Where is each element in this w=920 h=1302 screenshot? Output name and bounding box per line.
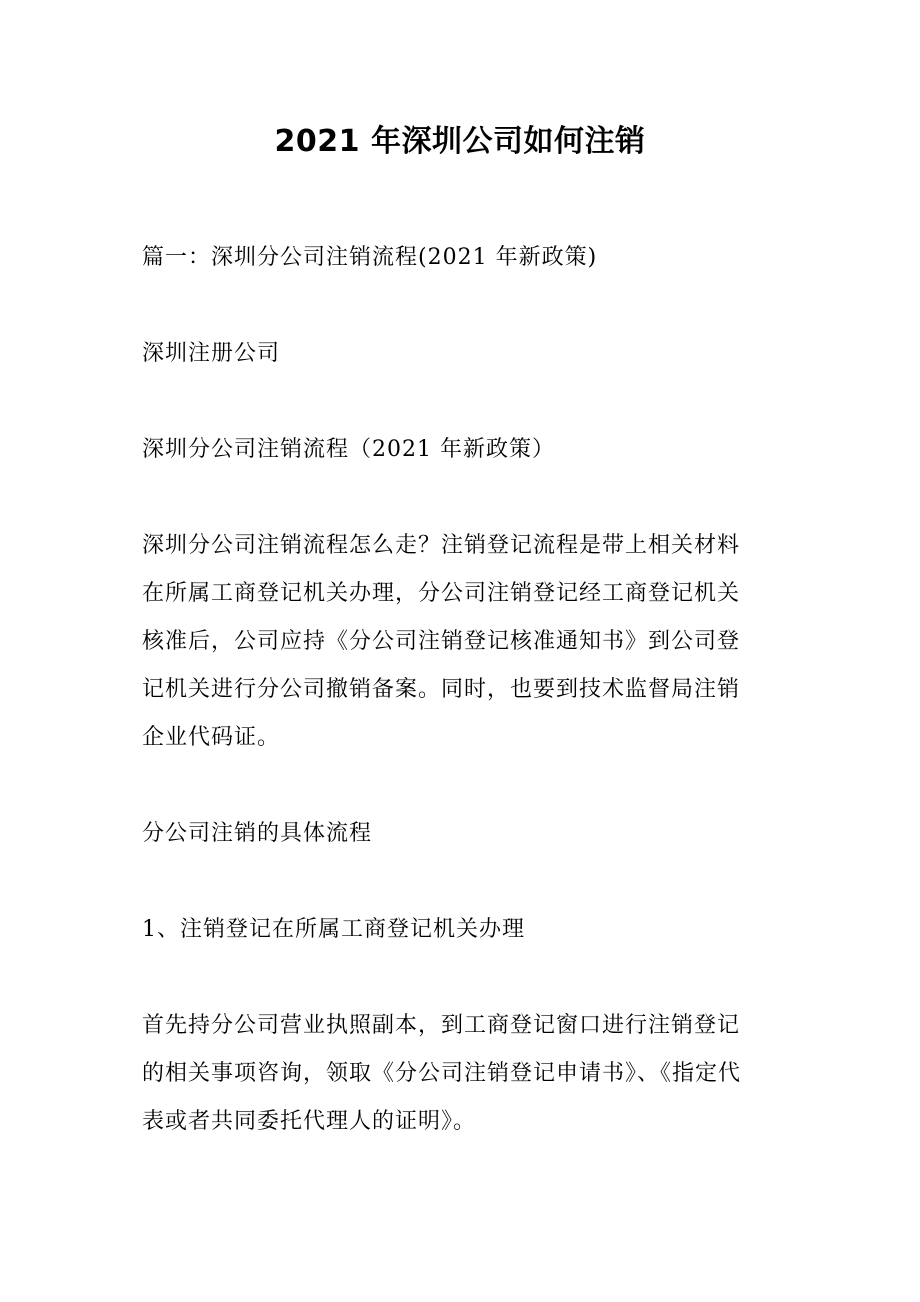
paragraph-heading: 深圳分公司注销流程（2021 年新政策）	[142, 437, 555, 462]
paragraph-process-heading: 分公司注销的具体流程	[142, 821, 373, 846]
page-title: 2021 年深圳公司如何注销	[274, 124, 646, 159]
paragraph-body-2: 首先持分公司营业执照副本，到工商登记窗口进行注销登记的相关事项咨询，领取《分公司注销登记申请书》、《指定代表或者共同委托代理人的证明》。	[142, 1013, 742, 1134]
section-heading-1: 篇一：深圳分公司注销流程(2021 年新政策)	[142, 245, 598, 270]
paragraph-step-1: 1、注销登记在所属工商登记机关办理	[142, 917, 525, 942]
paragraph-subtitle: 深圳注册公司	[142, 341, 281, 366]
paragraph-body-1: 深圳分公司注销流程怎么走？注销登记流程是带上相关材料在所属工商登记机关办理，分公司注销登记经工商登记机关核准后，公司应持《分公司注销登记核准通知书》到公司登记机关进行分公司撤销备案。同时，也要到技术监督局注销企业代码证。	[142, 533, 741, 750]
